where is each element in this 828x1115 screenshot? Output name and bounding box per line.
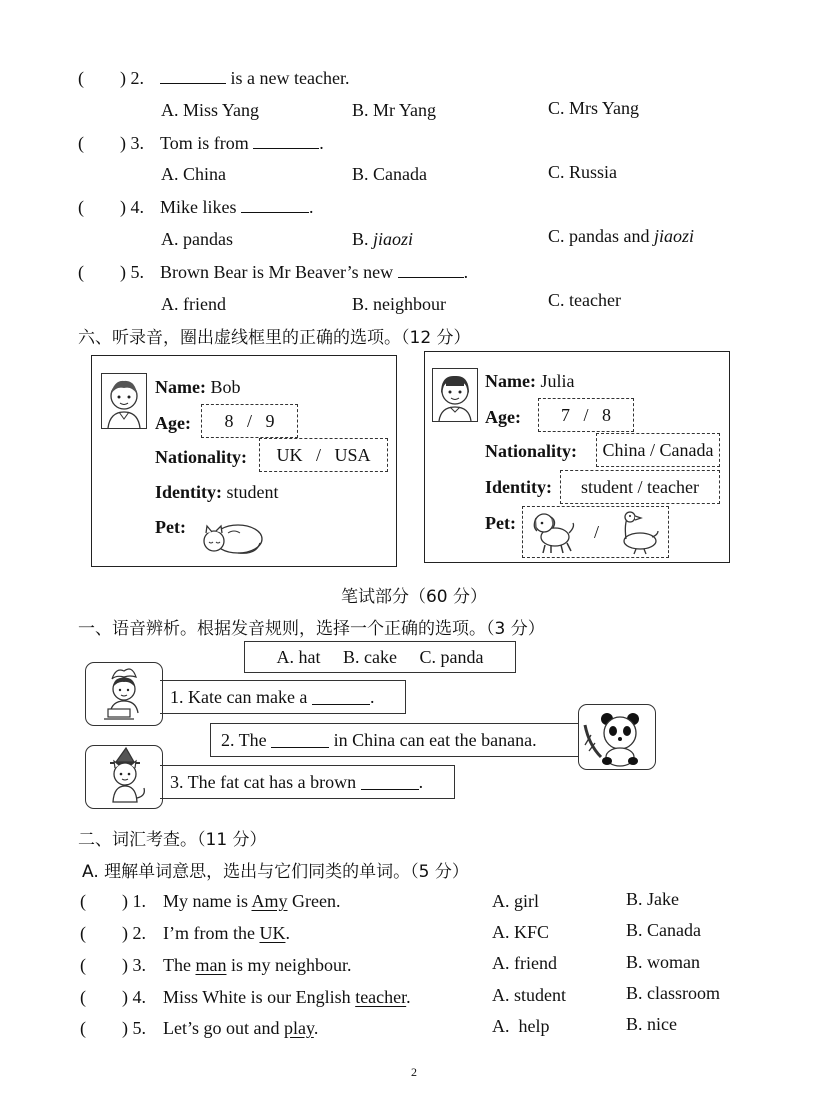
written-part-title: 笔试部分（60 分） [340, 587, 488, 607]
bob-name: Bob [210, 377, 241, 397]
vocab-sentence: My name is Amy Green. [163, 891, 341, 911]
option-b: B. nice [626, 1014, 677, 1034]
phonics-options: A. hat B. cake C. panda [276, 646, 484, 667]
question-post: is a new teacher. [226, 68, 350, 88]
answer-paren[interactable]: ( ) 4. [78, 197, 144, 217]
cat-witch-picture [85, 745, 163, 809]
vocab-sentence: The man is my neighbour. [163, 955, 352, 975]
option-b: B. classroom [626, 983, 720, 1003]
answer-blank [253, 133, 319, 149]
option-b: B. Canada [352, 164, 427, 184]
question-post: . [309, 197, 314, 217]
answer-paren[interactable]: ( ) 4. [80, 987, 146, 1007]
option-b: B. Canada [626, 920, 701, 940]
julia-name: Julia [540, 371, 575, 391]
boy-face-icon [102, 374, 146, 428]
identity-label: Identity: [155, 482, 222, 502]
name-label: Name: [485, 371, 536, 391]
phonics-sentence-1: 1. Kate can make a . [160, 680, 406, 714]
option-a: A. China [161, 164, 226, 184]
option-a: A. KFC [492, 922, 550, 942]
bob-nationality-options[interactable]: UK / USA [259, 438, 388, 472]
question-pre: Brown Bear is Mr Beaver’s new [160, 262, 398, 282]
vocab-sentence: Miss White is our English teacher. [163, 987, 411, 1007]
page-number: 2 [411, 1065, 417, 1079]
answer-paren[interactable]: ( ) 3. [78, 133, 144, 153]
answer-blank [361, 774, 419, 790]
pet-label: Pet: [485, 513, 516, 533]
answer-paren[interactable]: ( ) 2. [78, 68, 144, 88]
question-text [160, 262, 468, 283]
bob-identity: student [226, 482, 279, 502]
option-c: C. teacher [548, 290, 621, 310]
girl-face-icon [433, 369, 477, 421]
phonics-options-box [244, 641, 516, 673]
option-b: B. neighbour [352, 294, 446, 314]
option-b: B. Jake [626, 889, 679, 909]
option-a: A. Miss Yang [161, 100, 260, 120]
option-b: B. Mr Yang [352, 100, 437, 120]
answer-blank [241, 197, 309, 213]
answer-paren[interactable]: ( ) 5. [80, 1018, 146, 1038]
girl-avatar [432, 368, 478, 422]
answer-blank [398, 262, 464, 278]
question-pre: Tom is from [160, 133, 254, 153]
question-pre: Mike likes [160, 197, 241, 217]
vocab-sub-a: A. 理解单词意思，选出与它们同类的单词。（5 分） [82, 862, 469, 882]
pet-separator: / [593, 521, 599, 542]
answer-blank [160, 68, 226, 84]
name-label: Name: [155, 377, 206, 397]
vocab-sentence: Let’s go out and play. [163, 1018, 319, 1038]
girl-cake-picture [85, 662, 163, 726]
phonics-sentence-2: 2. The in China can eat the banana. [210, 723, 582, 757]
question-text [160, 197, 314, 218]
chef-girl-icon [86, 663, 162, 725]
phonics-sentence-3: 3. The fat cat has a brown . [160, 765, 455, 799]
identity-label: Identity: [485, 477, 552, 497]
duck-icon [616, 509, 662, 555]
option-b: B. woman [626, 952, 700, 972]
nationality-label: Nationality: [485, 441, 577, 461]
bob-age-options[interactable]: 8 / 9 [201, 404, 298, 438]
option-a: A. girl [492, 891, 539, 911]
option-a: A. help [492, 1016, 550, 1036]
dog-icon [529, 509, 577, 555]
julia-pet-options[interactable] [522, 506, 669, 558]
question-post: . [319, 133, 324, 153]
question-post: . [463, 262, 469, 282]
option-c: C. pandas and jiaozi [548, 226, 694, 246]
vocab-title: 二、词汇考查。（11 分） [78, 830, 267, 850]
option-a: A. pandas [161, 229, 233, 249]
vocab-sentence: I’m from the UK. [163, 923, 290, 943]
part6-title: 六、听录音，圈出虚线框里的正确的选项。（12 分） [78, 328, 471, 348]
julia-age-options[interactable]: 7 / 8 [538, 398, 634, 432]
answer-paren[interactable]: ( ) 5. [78, 262, 144, 282]
age-label: Age: [155, 413, 191, 433]
boy-avatar [101, 373, 147, 429]
julia-identity-options[interactable]: student / teacher [560, 470, 720, 504]
julia-nationality-options[interactable]: China / Canada [596, 433, 720, 467]
question-text [160, 68, 349, 89]
option-c: C. Mrs Yang [548, 98, 640, 118]
option-a: A. friend [492, 953, 557, 973]
cat-hat-icon [86, 746, 162, 808]
panda-banana-icon [579, 705, 655, 769]
option-a: A. student [492, 985, 566, 1005]
age-label: Age: [485, 407, 521, 427]
option-b: B. jiaozi [352, 229, 414, 249]
nationality-label: Nationality: [155, 447, 247, 467]
phonics-title: 一、语音辨析。根据发音规则，选择一个正确的选项。（3 分） [78, 619, 545, 639]
answer-blank [312, 689, 370, 705]
panda-picture [578, 704, 656, 770]
answer-paren[interactable]: ( ) 2. [80, 923, 146, 943]
question-text [160, 133, 324, 154]
pet-label: Pet: [155, 517, 186, 537]
answer-paren[interactable]: ( ) 1. [80, 891, 146, 911]
answer-paren[interactable]: ( ) 3. [80, 955, 146, 975]
answer-blank [271, 732, 329, 748]
option-a: A. friend [161, 294, 226, 314]
option-c: C. Russia [548, 162, 618, 182]
cat-icon [198, 513, 266, 557]
